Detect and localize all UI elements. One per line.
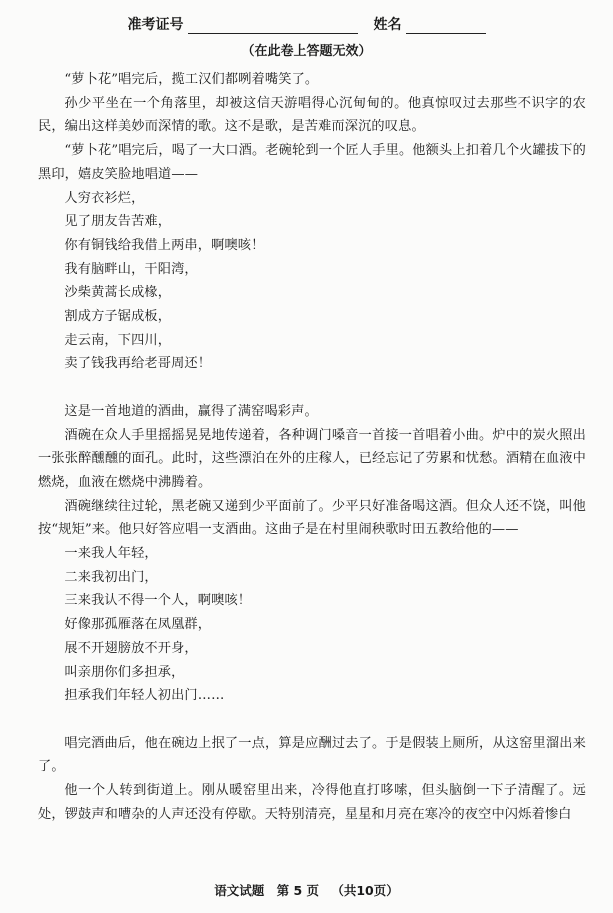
name-blank xyxy=(406,19,486,34)
verse-line: 三来我认不得一个人，啊噢咳！ xyxy=(64,593,252,609)
verse-line: 担承我们年轻人初出门…… xyxy=(64,688,225,704)
paragraph: 这是一首地道的酒曲，赢得了满窑喝彩声。 xyxy=(64,403,318,419)
header-fields xyxy=(0,12,613,34)
verse-line: 卖了钱我再给老哥周还！ xyxy=(64,356,212,372)
paragraph: 酒碗在众人手里摇摇晃晃地传递着，各种调门嗓音一首接一首唱着小曲。炉中的炭火照出一张张醉醺醺的面孔。此时，这些漂泊在外的庄稼人，已经忘记了劳累和忧愁。酒精在血液中燃烧，血液在燃烧中沸腾着。 xyxy=(38,427,586,490)
exam-header xyxy=(0,12,613,59)
verse-line: 割成方子锯成板， xyxy=(64,309,172,325)
verse-line: 一来我人年轻， xyxy=(64,546,158,562)
verse-line: 好像那孤雁落在凤凰群， xyxy=(64,617,212,633)
passage xyxy=(38,68,586,826)
paragraph: “萝卜花”唱完后，喝了一大口酒。老碗轮到一个匠人手里。他额头上扣着几个火罐拔下的黑印，嬉皮笑脸地唱道—— xyxy=(38,143,586,182)
footer-subject: 语文试题 xyxy=(214,883,265,898)
verse-line: 展不开翅膀放不开身， xyxy=(64,640,198,656)
paragraph: 孙少平坐在一个角落里，却被这信天游唱得心沉甸甸的。他真惊叹过去那些不识字的农民，编出这样美妙而深情的歌。这不是歌，是苦难而深沉的叹息。 xyxy=(38,95,586,135)
page-footer xyxy=(0,881,613,899)
song-verse-2 xyxy=(38,542,586,708)
verse-line: 走云南，下四川， xyxy=(64,332,172,348)
invalid-answer-note: （在此卷上答题无效） xyxy=(241,44,372,59)
footer-total-pages: （共10页） xyxy=(331,883,399,898)
paragraph: 他一个人转到街道上。刚从暖窑里出来，冷得他直打哆嗦，但头脑倒一下子清醒了。远处，锣鼓声和嘈杂的人声还没有停歇。天特别清亮，星星和月亮在寒冷的夜空中闪烁着惨白 xyxy=(38,783,586,822)
verse-line: 人穷衣衫烂， xyxy=(64,190,145,206)
verse-line: 我有脑畔山，干阳湾， xyxy=(64,261,198,277)
name-label: 姓名 xyxy=(373,17,402,33)
paragraph: 唱完酒曲后，他在碗边上抿了一点，算是应酬过去了。于是假装上厕所，从这窑里溜出来了。 xyxy=(38,735,586,775)
song-verse-1 xyxy=(38,187,586,377)
verse-line: 二来我初出门， xyxy=(64,569,158,585)
paragraph: 酒碗继续往过轮，黑老碗又递到少平面前了。少平只好准备喝这酒。但众人还不饶，叫他按“规矩”来。他只好答应唱一支酒曲。这曲子是在村里闹秧歌时田五教给他的—— xyxy=(38,498,586,538)
paragraph: “萝卜花”唱完后，揽工汉们都咧着嘴笑了。 xyxy=(64,72,319,87)
spacer xyxy=(38,708,586,732)
verse-line: 你有铜钱给我借上两串，啊噢咳！ xyxy=(64,237,265,253)
spacer xyxy=(38,376,586,400)
verse-line: 见了朋友告苦难， xyxy=(64,214,172,230)
exam-id-label: 准考证号 xyxy=(127,17,184,33)
verse-line: 沙柴黄蒿长成椽， xyxy=(64,285,172,301)
exam-id-blank xyxy=(188,19,358,34)
footer-page-number: 第 5 页 xyxy=(276,883,319,898)
verse-line: 叫亲朋你们多担承， xyxy=(64,664,185,680)
